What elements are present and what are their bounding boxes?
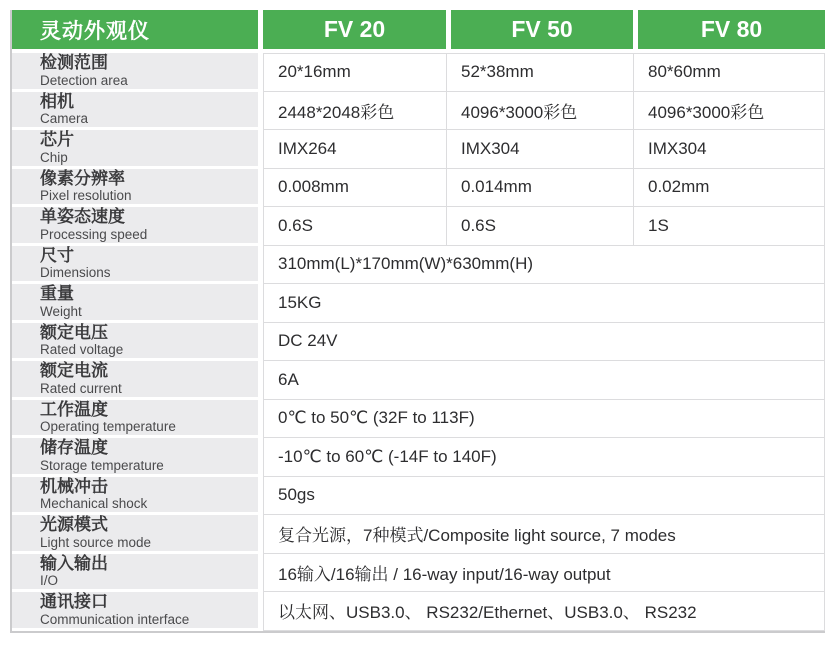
table-row-processing-speed bbox=[12, 207, 825, 246]
row-label-en: I/O bbox=[40, 573, 59, 588]
row-values bbox=[263, 207, 825, 246]
row-label-en: Communication interface bbox=[40, 611, 190, 627]
row-values bbox=[263, 554, 825, 593]
row-label-zh: 工作温度 bbox=[40, 399, 108, 419]
value-cell-merged: DC 24V bbox=[264, 323, 825, 362]
table-row-weight bbox=[12, 284, 825, 323]
value-cell: 1S bbox=[634, 207, 825, 246]
value-cell: 0.6S bbox=[264, 207, 447, 246]
row-label-en: Mechanical shock bbox=[40, 496, 148, 511]
row-label-en: Detection area bbox=[40, 72, 128, 88]
value-cell: IMX304 bbox=[634, 130, 825, 169]
row-label-en: Operating temperature bbox=[40, 419, 176, 434]
table-row-detection-area bbox=[12, 53, 825, 92]
row-label bbox=[12, 169, 258, 205]
row-label bbox=[12, 284, 258, 320]
value-cell-merged: 6A bbox=[264, 361, 825, 400]
table-row-rated-voltage bbox=[12, 323, 825, 362]
row-label-zh: 额定电压 bbox=[40, 322, 108, 342]
table-header-row bbox=[12, 10, 825, 49]
row-label bbox=[12, 207, 258, 243]
table-row-mechanical-shock bbox=[12, 477, 825, 516]
row-label-zh: 单姿态速度 bbox=[40, 207, 125, 227]
row-values bbox=[263, 477, 825, 516]
row-label-zh: 机械冲击 bbox=[40, 476, 108, 496]
row-label bbox=[12, 130, 258, 166]
row-label bbox=[12, 554, 258, 590]
row-values bbox=[263, 400, 825, 439]
value-cell-merged: 复合光源，7种模式/Composite light source, 7 modes bbox=[264, 515, 825, 554]
column-header-fv50: FV 50 bbox=[451, 10, 633, 49]
value-cell-merged: 0℃ to 50℃ (32F to 113F) bbox=[264, 400, 825, 439]
value-cell: IMX304 bbox=[447, 130, 634, 169]
value-cell: IMX264 bbox=[264, 130, 447, 169]
row-label-en: Chip bbox=[40, 149, 68, 165]
row-label-zh: 通讯接口 bbox=[40, 592, 108, 612]
table-row-camera bbox=[12, 92, 825, 131]
value-cell: 4096*3000彩色 bbox=[447, 92, 634, 131]
value-cell-merged: 15KG bbox=[264, 284, 825, 323]
row-values bbox=[263, 53, 825, 92]
row-label-zh: 相机 bbox=[40, 91, 74, 111]
table-row-chip bbox=[12, 130, 825, 169]
value-cell: 4096*3000彩色 bbox=[634, 92, 825, 131]
table-row-operating-temperature bbox=[12, 400, 825, 439]
row-label-en: Rated voltage bbox=[40, 342, 124, 357]
value-cell-merged: 16输入/16输出 / 16-way input/16-way output bbox=[264, 554, 825, 593]
row-label-en: Dimensions bbox=[40, 265, 111, 280]
table-row-dimensions bbox=[12, 246, 825, 285]
row-label bbox=[12, 361, 258, 397]
row-label-zh: 重量 bbox=[40, 284, 74, 304]
table-row-communication-interface bbox=[12, 592, 825, 631]
row-label-zh: 检测范围 bbox=[40, 53, 108, 73]
value-cell: 80*60mm bbox=[634, 53, 825, 92]
row-label-en: Weight bbox=[40, 303, 82, 319]
row-label bbox=[12, 477, 258, 513]
row-label bbox=[12, 53, 258, 89]
row-label-en: Light source mode bbox=[40, 534, 152, 550]
row-label-zh: 光源模式 bbox=[40, 515, 108, 535]
value-cell-merged: 50gs bbox=[264, 477, 825, 516]
table-row-rated-current bbox=[12, 361, 825, 400]
row-values bbox=[263, 438, 825, 477]
value-cell: 20*16mm bbox=[264, 53, 447, 92]
value-cell: 0.6S bbox=[447, 207, 634, 246]
row-values bbox=[263, 92, 825, 131]
row-label-zh: 芯片 bbox=[40, 130, 74, 150]
row-label bbox=[12, 515, 258, 551]
row-values bbox=[263, 592, 825, 631]
product-title: 灵动外观仪 bbox=[12, 10, 258, 49]
row-label bbox=[12, 592, 258, 628]
value-cell: 0.02mm bbox=[634, 169, 825, 208]
row-label-zh: 尺寸 bbox=[40, 245, 74, 265]
row-values bbox=[263, 246, 825, 285]
row-label-en: Camera bbox=[40, 111, 89, 126]
spec-table bbox=[10, 10, 825, 633]
row-values bbox=[263, 515, 825, 554]
row-label-en: Rated current bbox=[40, 380, 122, 396]
row-label bbox=[12, 92, 258, 128]
row-label bbox=[12, 323, 258, 359]
value-cell: 52*38mm bbox=[447, 53, 634, 92]
row-label-zh: 像素分辨率 bbox=[40, 168, 125, 188]
value-cell: 0.014mm bbox=[447, 169, 634, 208]
value-cell: 2448*2048彩色 bbox=[264, 92, 447, 131]
column-header-fv20: FV 20 bbox=[263, 10, 446, 49]
table-row-light-source-mode bbox=[12, 515, 825, 554]
row-values bbox=[263, 169, 825, 208]
row-label-en: Pixel resolution bbox=[40, 188, 132, 203]
row-values bbox=[263, 323, 825, 362]
row-values bbox=[263, 284, 825, 323]
row-label-zh: 输入输出 bbox=[40, 553, 108, 573]
row-label bbox=[12, 438, 258, 474]
row-label-zh: 额定电流 bbox=[40, 361, 108, 381]
row-label-zh: 储存温度 bbox=[40, 438, 108, 458]
table-row-storage-temperature bbox=[12, 438, 825, 477]
value-cell-merged: 以太网、USB3.0、 RS232/Ethernet、USB3.0、 RS232 bbox=[264, 592, 825, 631]
row-label-en: Processing speed bbox=[40, 226, 148, 242]
value-cell-merged: 310mm(L)*170mm(W)*630mm(H) bbox=[264, 246, 825, 285]
row-label bbox=[12, 246, 258, 282]
row-label-en: Storage temperature bbox=[40, 457, 164, 473]
row-label bbox=[12, 400, 258, 436]
table-row-pixel-resolution bbox=[12, 169, 825, 208]
column-header-fv80: FV 80 bbox=[638, 10, 825, 49]
row-values bbox=[263, 361, 825, 400]
row-values bbox=[263, 130, 825, 169]
value-cell-merged: -10℃ to 60℃ (-14F to 140F) bbox=[264, 438, 825, 477]
table-row-io bbox=[12, 554, 825, 593]
value-cell: 0.008mm bbox=[264, 169, 447, 208]
